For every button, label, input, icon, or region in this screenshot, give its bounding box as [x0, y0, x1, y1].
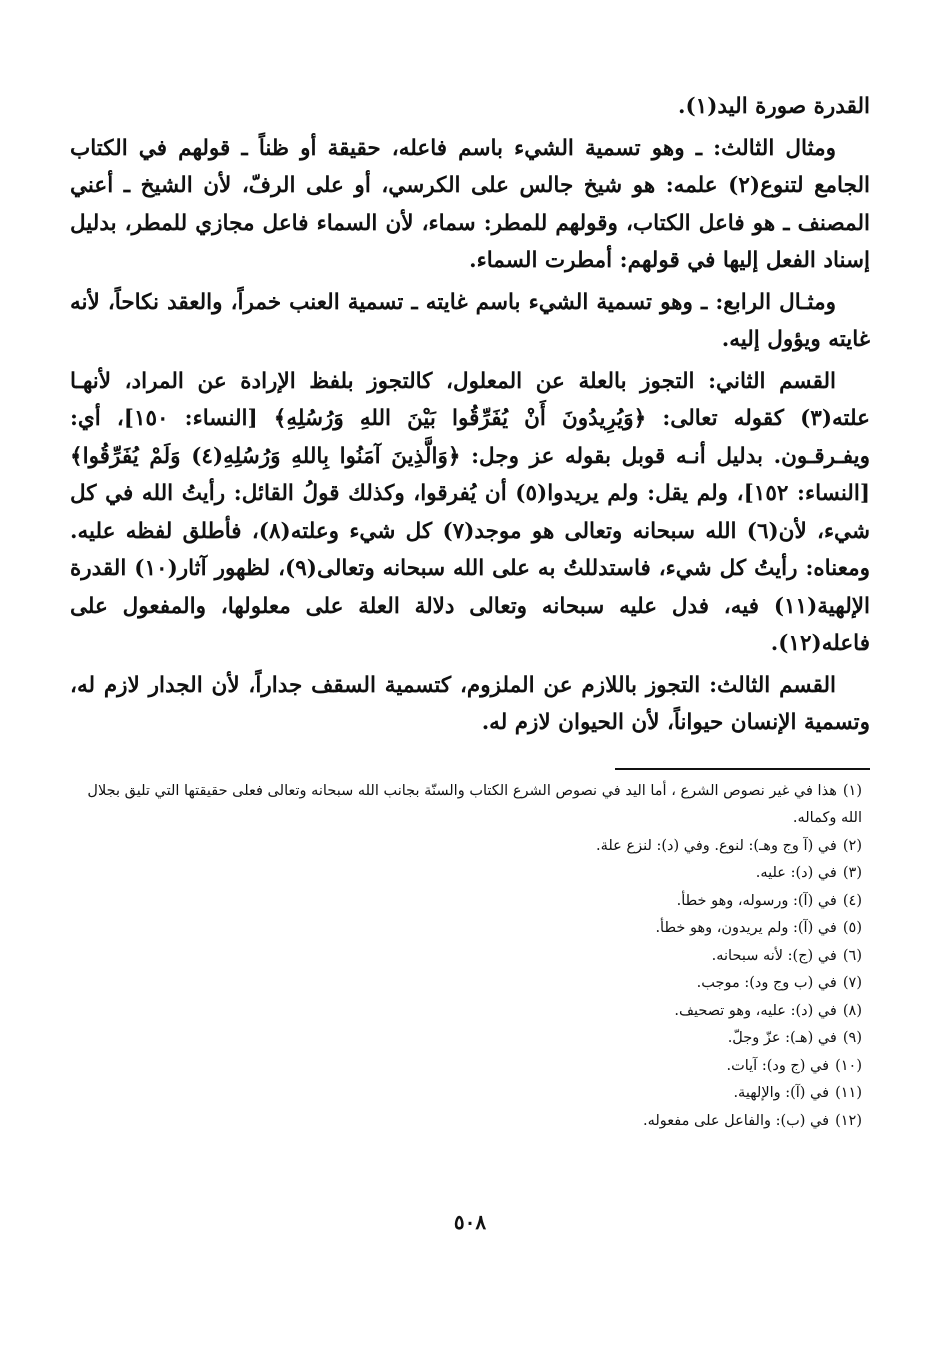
paragraph-2: ومثال الثالث: ـ وهو تسمية الشيء باسم فاعله، حقيقة أو ظناً ـ قولهم في الكتاب الجامع لتنوع(٢) علمه: هو شيخ جالس على الكرسي، أو على الرفّ، لأن الشيخ ـ أعني المصنف ـ هو فاعل الكتاب، وقولهم للمطر: سماء، لأن السماء فاعل مجازي للمطر، بدليل إسناد الفعل إليها في قولهم: أمطرت السماء.	[70, 135, 870, 273]
paragraph-1: القدرة صورة اليد(١).	[677, 94, 870, 119]
footnote-text: في (ب): والفاعل على مفعوله.	[643, 1112, 830, 1129]
footnote-text: في (آ): ورسوله، وهو خطأ.	[676, 892, 837, 909]
footnote-number: (٨)	[842, 1002, 862, 1019]
footnote-text: في (آ): والإلهية.	[733, 1085, 830, 1101]
footnote-text: في (آ): ولم يريدون، وهو خطأ.	[655, 920, 837, 936]
footnote-number: (١)	[842, 782, 862, 799]
footnote-text: في (د): عليه.	[755, 865, 837, 881]
footnote-text: في (ب وج ود): موجب.	[696, 975, 837, 991]
paragraph-5: القسم الثالث: التجوز باللازم عن الملزوم، كتسمية السقف جداراً، لأن الجدار لازم له، وتسمية الإنسان حيواناً، لأن الحيوان لازم له.	[70, 672, 870, 735]
footnote-12	[70, 1108, 870, 1136]
footnote-10	[70, 1053, 870, 1081]
footnote-6	[70, 943, 870, 971]
footnote-number: (٥)	[842, 920, 862, 936]
footnote-text: هذا في غير نصوص الشرع ، أما اليد في نصوص الشرع الكتاب والسنّة بجانب الله سبحانه وتعالى فعلى حقيقتها التي تليق بجلال الله وكماله.	[87, 782, 862, 826]
footnote-number: (٩)	[842, 1030, 862, 1046]
footnote-5	[70, 915, 870, 943]
footnote-text: في (ج): لأنه سبحانه.	[711, 947, 837, 964]
footnote-divider	[615, 768, 870, 770]
footnote-1	[70, 778, 870, 833]
footnote-number: (١١)	[835, 1085, 862, 1101]
footnote-number: (١٠)	[835, 1057, 862, 1074]
footnote-9	[70, 1025, 870, 1053]
footnotes	[70, 778, 870, 1136]
footnote-11	[70, 1080, 870, 1108]
footnote-8	[70, 998, 870, 1026]
paragraph-3: ومثـال الرابع: ـ وهو تسمية الشيء باسم غايته ـ تسمية العنب خمراً، والعقد نكاحاً، لأنه غايته ويؤول إليه.	[70, 289, 870, 352]
footnote-text: في (د): عليه، وهو تصحيف.	[674, 1002, 837, 1019]
footnote-text: في (ج ود): آيات.	[726, 1057, 830, 1074]
footnote-number: (٤)	[842, 892, 862, 909]
page-number: ٥٠٨	[453, 1210, 487, 1234]
footnote-number: (١٢)	[835, 1112, 862, 1129]
footnote-7	[70, 970, 870, 998]
footnote-text: في (هـ): عزّ وجلّ.	[727, 1030, 837, 1046]
footnote-4	[70, 888, 870, 916]
footnote-number: (٧)	[842, 975, 862, 991]
footnote-number: (٣)	[842, 865, 862, 881]
page-body	[70, 88, 870, 1348]
paragraph-4: القسم الثاني: التجوز بالعلة عن المعلول، كالتجوز بلفظ الإرادة عن المراد، لأنهـا علته(٣) كقوله تعالى: ﴿وَيُرِيدُونَ أَنْ يُفَرِّقُوا بَيْنَ اللهِ وَرُسُلِهِ﴾ [النساء: ١٥٠]، أي: ويفـرقـون. بدليل أنـه قوبل بقوله عز وجل: ﴿وَالَّذِينَ آمَنُوا بِاللهِ وَرُسُلِهِ(٤) وَلَمْ يُفَرِّقُوا﴾ [النساء: ١٥٢]، ولم يقل: ولم يريدوا(٥) أن يُفرقوا، وكذلك قولُ القائل: رأيتُ الله في كل شيء، لأن(٦) الله سبحانه وتعالى هو موجد(٧) كل شيء وعلته(٨)، فأطلق لفظه عليه. ومعناه: رأيتُ كل شيء، فاستدللتُ به على الله سبحانه وتعالى(٩)، لظهور آثار(١٠) القدرة الإلهية(١١) فيه، فدل عليه سبحانه وتعالى دلالة العلة على معلولها، والمفعول على فاعله(١٢).	[70, 368, 871, 656]
footnote-number: (٦)	[842, 947, 862, 964]
footnote-number: (٢)	[842, 837, 862, 854]
footnote-2	[70, 833, 870, 861]
footnote-text: في (آ وج وهـ): لنوع. وفي (د): لنزع علة.	[595, 837, 837, 854]
footnote-3	[70, 860, 870, 888]
main-text	[70, 88, 870, 742]
